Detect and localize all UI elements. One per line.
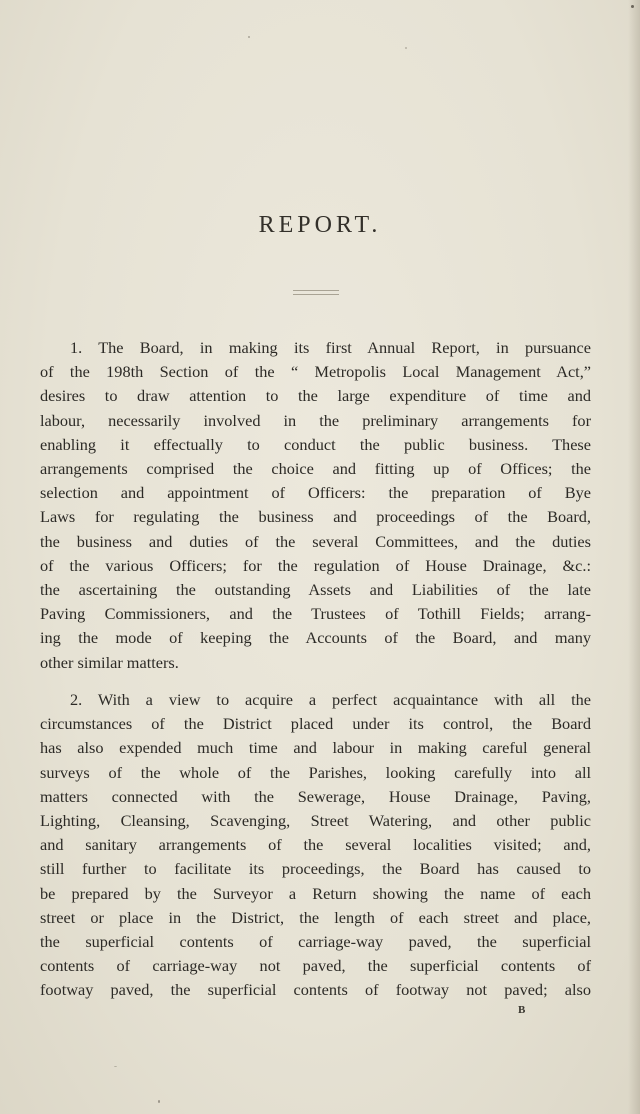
text-line: the business and duties of the several Committees, and the duties <box>40 531 591 551</box>
text-line: be prepared by the Surveyor a Return showing the name of each <box>40 883 591 903</box>
text-line: of the 198th Section of the “ Metropolis Local Management Act,” <box>40 362 591 382</box>
text-line: enabling it effectually to conduct the public business. These <box>40 434 591 454</box>
text-line: surveys of the whole of the Parishes, looking carefully into all <box>40 762 591 782</box>
text-line: contents of carriage-way not paved, the superficial contents of <box>40 956 591 976</box>
text-line: has also expended much time and labour in making careful general <box>40 738 591 758</box>
text-line: circumstances of the District placed under its control, the Board <box>40 714 591 734</box>
text-line: selection and appointment of Officers: the preparation of Bye <box>40 483 591 503</box>
text-line: Laws for regulating the business and proceedings of the Board, <box>40 507 591 527</box>
paper-speck <box>248 36 250 38</box>
text-line: matters connected with the Sewerage, House Drainage, Paving, <box>40 786 591 806</box>
paper-speck <box>158 1100 160 1103</box>
page-title: REPORT. <box>258 212 382 238</box>
text-line: desires to draw attention to the large expenditure of time and <box>40 386 591 406</box>
text-line: Paving Commissioners, and the Trustees of Tothill Fields; arrang- <box>40 604 591 624</box>
page-edge-shadow <box>628 0 640 1114</box>
text-line: the superficial contents of carriage-way paved, the superficial <box>40 932 591 952</box>
text-line: arrangements comprised the choice and fitting up of Offices; the <box>40 459 591 479</box>
paper-speck <box>405 47 407 49</box>
text-line: labour, necessarily involved in the preliminary arrangements for <box>40 410 591 430</box>
text-line: 2. With a view to acquire a perfect acquaintance with all the <box>70 690 591 709</box>
text-line: of the various Officers; for the regulation of House Drainage, &c.: <box>40 555 591 575</box>
paper-speck <box>631 5 634 8</box>
text-line: street or place in the District, the length of each street and place, <box>40 907 591 927</box>
signature-mark: B <box>518 1004 527 1016</box>
text-line: the ascertaining the outstanding Assets and Liabilities of the late <box>40 580 591 600</box>
text-line: footway paved, the superficial contents of footway not paved; also <box>40 980 591 1000</box>
paragraph-1 <box>40 336 591 675</box>
text-line: ing the mode of keeping the Accounts of the Board, and many <box>40 628 591 648</box>
paper-speck <box>114 1066 117 1067</box>
text-line: 1. The Board, in making its first Annual Report, in pursuance <box>70 338 591 357</box>
text-line: and sanitary arrangements of the several localities visited; and, <box>40 835 591 855</box>
paragraph-2 <box>40 688 591 1003</box>
title-divider <box>293 290 339 295</box>
text-line: still further to facilitate its proceedings, the Board has caused to <box>40 859 591 879</box>
text-line: other similar matters. <box>40 652 179 672</box>
text-line: Lighting, Cleansing, Scavenging, Street Watering, and other public <box>40 811 591 831</box>
